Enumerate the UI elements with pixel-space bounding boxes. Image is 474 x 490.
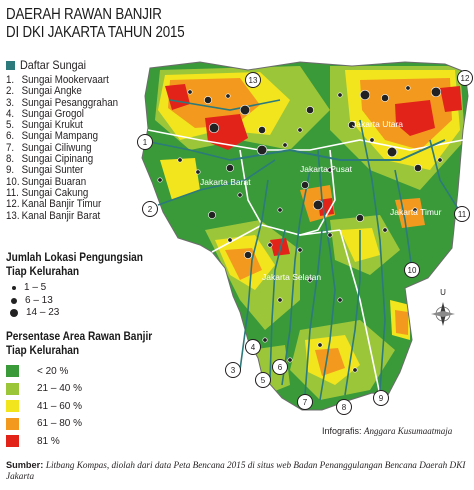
compass-rose-icon [431,288,455,326]
color-swatch [6,435,19,447]
river-name: Sungai Mookervaart [21,74,109,86]
evacuation-legend-item: 1 – 5 [10,282,46,293]
svg-text:8: 8 [341,403,347,412]
river-name: Sungai Buaran [21,175,87,188]
source-note: Sumber: Litbang Kompas, diolah dari data Peta Bencana 2015 di situs web Badan Penanggulangan Bencana Daerah DKI Jakarta [6,460,466,481]
flood-legend-title-1: Persentase Area Rawan Banjir [6,329,153,343]
river-marker-12 [458,71,473,86]
river-list-heading: Daftar Sungai [6,58,93,72]
infographic-credit: Infografis: Anggara Kusumaatmaja [322,426,453,436]
river-name: Sungai Ciliwung [21,141,92,154]
color-swatch [6,418,19,430]
river-number: 2. [6,85,15,98]
river-number: 1. [6,74,15,86]
evacuation-legend-item: 14 – 23 [10,307,59,318]
river-number: 6. [6,130,15,143]
river-marker-2 [143,202,158,217]
river-marker-8 [337,400,352,415]
compass-label: U [440,288,446,297]
district-label-timur: Jakarta Timur [390,207,442,217]
river-number: 5. [6,119,15,132]
district-label-utara: Jakarta Utara [352,119,404,129]
river-name: Kanal Banjir Barat [21,209,101,222]
svg-text:3: 3 [230,366,236,375]
flood-legend-item [6,418,82,430]
river-number: 3. [6,96,15,109]
river-number: 4. [6,107,15,120]
flood-legend-item [6,383,82,395]
flood-legend-label: < 20 % [37,365,69,377]
river-square-icon [6,61,15,70]
title-line-1: DAERAH RAWAN BANJIR [6,6,162,23]
river-number: 11. [6,186,19,199]
river-marker-11 [455,207,470,222]
river-marker-5 [256,373,271,388]
district-label-pusat: Jakarta Pusat [300,164,352,174]
river-marker-13 [246,73,261,88]
svg-text:11: 11 [457,210,467,219]
svg-text:5: 5 [260,376,266,385]
svg-text:4: 4 [250,343,256,352]
river-marker-3 [226,363,241,378]
map-title [6,6,206,42]
river-name: Sungai Grogol [21,107,84,120]
svg-text:2: 2 [147,205,153,214]
flood-legend-title-2: Tiap Kelurahan [6,343,80,357]
river-list [6,75,128,222]
river-marker-1 [138,135,153,150]
river-number: 9. [6,164,15,177]
svg-text:12: 12 [460,74,470,83]
svg-text:6: 6 [277,363,283,372]
river-name: Sungai Krukut [21,119,83,132]
color-swatch [6,383,19,395]
river-name: Sungai Cakung [21,186,89,199]
river-list-item [6,211,118,222]
district-label-barat: Jakarta Barat [200,177,251,187]
svg-text:10: 10 [407,266,417,275]
flood-legend-label: 21 – 40 % [37,383,83,394]
large-dot-icon [10,309,18,317]
river-marker-10 [405,263,420,278]
river-number: 10. [6,175,20,188]
river-number: 13. [6,209,20,222]
flood-legend-label: 61 – 80 % [37,418,83,429]
river-marker-9 [374,391,389,406]
svg-text:1: 1 [142,138,148,147]
river-number: 7. [6,141,15,154]
flood-legend-label: 81 % [37,435,60,447]
river-number: 12. [6,198,20,211]
river-name: Sungai Cipinang [21,153,94,166]
river-name: Sungai Angke [21,85,82,98]
small-dot-icon [12,286,16,290]
flood-legend-item [6,365,68,377]
svg-text:7: 7 [302,398,308,407]
title-line-2: DI DKI JAKARTA TAHUN 2015 [6,24,185,41]
evacuation-legend-item: 6 – 13 [10,295,53,306]
svg-text:9: 9 [378,394,384,403]
svg-text:13: 13 [248,76,258,85]
river-name: Sungai Mampang [21,130,99,143]
flood-legend-item [6,400,82,412]
river-name: Kanal Banjir Timur [21,198,102,211]
flood-legend-item [6,435,60,447]
river-marker-7 [298,395,313,410]
medium-dot-icon [11,298,17,304]
river-marker-6 [273,360,288,375]
color-swatch [6,400,19,412]
river-name: Sungai Pesanggrahan [21,96,119,109]
flood-legend-label: 41 – 60 % [37,400,83,412]
evacuation-legend-title-2: Tiap Kelurahan [6,264,80,278]
river-name: Sungai Sunter [21,164,84,177]
evacuation-legend-title-1: Jumlah Lokasi Pengungsian [6,250,143,264]
river-number: 8. [6,153,15,166]
river-marker-4 [246,340,261,355]
color-swatch [6,365,19,377]
district-label-selatan: Jakarta Selatan [262,272,322,282]
